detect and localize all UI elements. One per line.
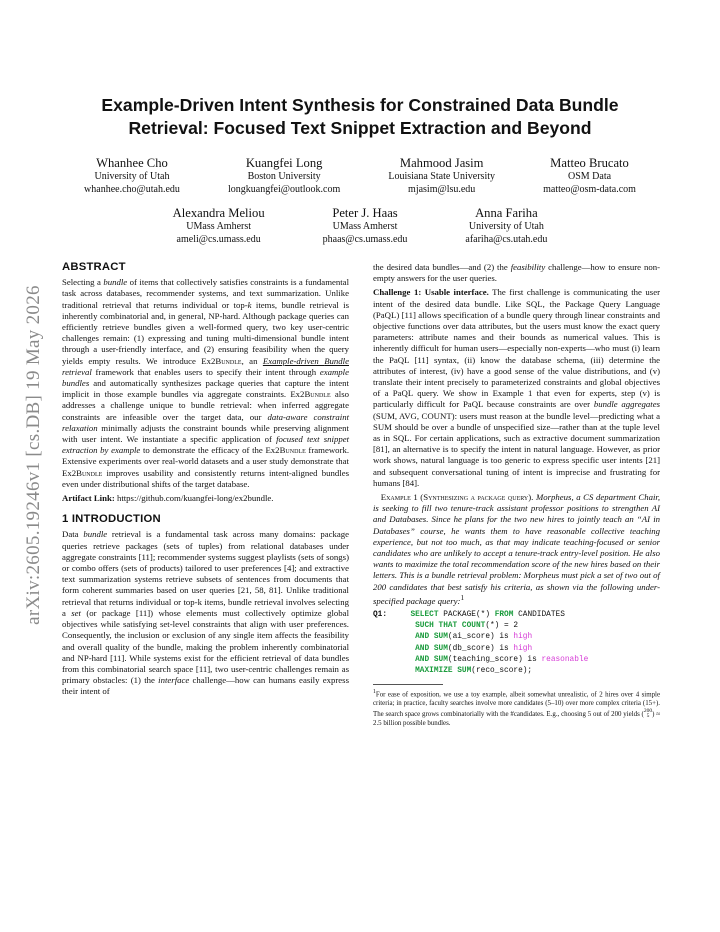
author-affiliation: University of Utah [468, 221, 544, 232]
footnote-divider [373, 684, 443, 685]
left-column [62, 262, 349, 701]
author-name: Anna Fariha [475, 206, 538, 220]
footnote-1: $^1$For ease of exposition, we use a toy example, albeit somewhat unrealistic, of 2 hires over 4 simple criteria; in practice, faculty searches involve more candidates (5–10) over more complex criteria (15+). The search space grows combinatorially with the #candidates. E.g., choosing 5 out of 200 yields (200 5 ) ≈ 2.5 billion possible bundles. [373, 689, 660, 727]
example-1-label: Example 1 (Synthesizing a package query). [380, 492, 534, 503]
author-row-2 [60, 205, 660, 246]
author-email: afariha@cs.utah.edu [465, 233, 548, 245]
author-entry [543, 155, 636, 196]
artifact-link-line [62, 493, 349, 504]
author-email: phaas@cs.umass.edu [322, 233, 408, 245]
author-affiliation: UMass Amherst [186, 221, 252, 232]
author-name: Kuangfei Long [245, 156, 323, 170]
author-name: Alexandra Meliou [172, 206, 265, 220]
author-affiliation: University of Utah [94, 171, 170, 182]
challenge-1-label: Challenge 1: Usable interface. [373, 287, 489, 298]
introduction-text: Data bundle retrieval is a fundamental task across many domains: package queries retrieve packages (sets of tuples) from relational databases under aggregate constraints [11]; recommender systems suggest playlists (sets of songs) or combo offers (sets of products) tailored to user preferences [4]; and extractive text summarization systems retrieve subsets of sentences from documents that form coherent summaries based on user queries [21, 58, 81]. Unlike traditional retrieval that returns individual or top-k items, bundle retrieval involves selecting a set (or package [11]) whose elements must collectively optimize global objectives while satisfying set-level constraints that align with user preferences. Consequently, the inclusion or exclusion of any single item affects the feasibility and overall quality of the bundle, making the problem inherently combinatorial and NP-hard [11]. While systems exist for the efficient retrieval of data bundles from this combinatorial search space [11], two user-centric challenges remain as primary obstacles: (1) the interface challenge—how can humans easily express their intent of [62, 529, 349, 697]
author-affiliation: Louisiana State University [388, 171, 496, 182]
author-email: whanhee.cho@utah.edu [84, 183, 180, 195]
abstract-text: Selecting a bundle of items that collectively satisfies constraints is a fundamental task across databases, recommender systems, and text summarization. Unlike traditional retrieval that returns individual or top-k items, bundle retrieval is inherently combinatorial and, in general, NP-hard. Although package queries can efficiently retrieve bundles given a well-formed query, two key user-centric challenges remain: (1) expressing and tuning multi-dimensional bundle intent through a user-friendly interface, and (2) ensuring feasibility when the query yields empty results. We introduce Ex2Bundle, an Example-driven Bundle retrieval framework that enables users to specify their intent through example bundles and automatically synthesizes package queries that capture the intent implicit in those example bundles via aggregate constraints. Ex2Bundle also addresses a challenge unique to bundle retrieval: when inferred aggregate constraints are infeasible over the target data, our data-aware constraint relaxation minimally adjusts the constraint bounds while preserving alignment with user intent. We instantiate a specific application of focused text snippet extraction by example to demonstrate the efficacy of the Ex2Bundle framework. Extensive experiments over real-world datasets and a user study demonstrate that Ex2Bundle improves usability and consistently returns intent-aligned bundles even under distributional shifts of the target database. [62, 277, 350, 489]
author-affiliation: Boston University [247, 171, 321, 182]
query-q1: Q1: SELECT PACKAGE(*) FROM CANDIDATES SUCH THAT COUNT(*) = 2 AND SUM(ai_score) is high AND SUM(db_score) is high AND SUM(teaching_score) is reasonable MAXIMIZE SUM(reco_score); [373, 611, 589, 676]
author-email: mjasim@lsu.edu [408, 183, 476, 195]
introduction-heading: 1 INTRODUCTION [62, 513, 161, 526]
paper-title [60, 94, 660, 140]
author-name: Peter J. Haas [332, 206, 398, 220]
author-name: Matteo Brucato [550, 156, 629, 170]
author-email: ameli@cs.umass.edu [176, 233, 261, 245]
title-line-1: Example-Driven Intent Synthesis for Constrained Data Bundle [101, 95, 619, 115]
abstract-heading: ABSTRACT [62, 261, 126, 273]
author-affiliation: OSM Data [567, 171, 612, 182]
author-entry [465, 205, 547, 246]
author-entry [228, 155, 340, 196]
query-label: Q1: [373, 611, 388, 619]
author-entry [323, 205, 408, 246]
author-affiliation: UMass Amherst [332, 221, 398, 232]
author-name: Whanhee Cho [96, 156, 168, 170]
author-email: matteo@osm-data.com [543, 183, 636, 195]
author-entry [388, 155, 495, 196]
artifact-link-label: Artifact Link: [62, 493, 115, 504]
example-1-paragraph [373, 492, 660, 607]
footnote-marker: 1 [460, 593, 465, 602]
arxiv-identifier [14, 255, 54, 655]
challenge-1-paragraph: Challenge 1: Usable interface. The first challenge is communicating the user intent of the desired data bundle. Like SQL, the Package Query Language (PaQL) [11] allows specification of a bundle query through linear constraints and objective functions over data attributes, but the users must know the exact query parameters: attribute names and their bounds as numerical values. This is inherently difficult for human users—especially non-experts—who must (i) learn the PaQL [11] syntax, (ii) know the database schema, (iii) determine the attributes of interest, (iv) have a good sense of the value distributions, and (v) translate their intent precisely to parameterized constraints and global objectives of a PaQL query. We show in Example 1 that even for experts, step (v) is particularly difficult for PaQL because constraints are over bundle aggregates (SUM, AVG, COUNT): users must reason at the bundle level—predicting what a SUM should be over a bundle of unspecified size—rather than at the tuple level as in SQL. For certain applications, such as extractive document summarization [81], an alternative is to specify the intent in natural language. However, as prior work shows, natural language is too generic to express specific user intents [21] and subsequent conversational tuning of intent is imprecise and frustrating for humans [84]. [373, 287, 660, 488]
right-column [373, 262, 660, 728]
artifact-link[interactable]: https://github.com/kuangfei-long/ex2bundle. [116, 493, 274, 504]
intro-continued-text: the desired data bundles—and (2) the feasibility challenge—how to ensure non-empty answers for the user queries. [373, 262, 660, 284]
title-line-2: Retrieval: Focused Text Snippet Extraction and Beyond [128, 118, 592, 138]
author-email: longkuangfei@outlook.com [228, 183, 341, 195]
author-name: Mahmood Jasim [399, 156, 484, 170]
arxiv-identifier-text: arXiv:2605.19246v1 [cs.DB] 19 May 2026 [23, 285, 44, 625]
author-entry [84, 155, 180, 196]
author-block [60, 155, 660, 255]
author-row-1 [60, 155, 660, 196]
example-1-text: Morpheus, a CS department Chair, is seeking to fill two tenure-track assistant professor positions to strengthen AI and Databases. Since he plans for the two new hires to jointly teach an “AI in Databases” course, he wants them to have reasonable collective teaching experience, but not too much, as that may indicate teaching-focused or senior candidates who are unlikely to accept a tenure-track entry-level position. He also wants to maximize the total recommendation score of the new hires based on their letters. This is a bundle retrieval problem: Morpheus must pick a set of two out of 200 candidates that best satisfy his criteria, as shown via the following under-specified package query: [373, 492, 661, 606]
author-entry [173, 205, 265, 246]
